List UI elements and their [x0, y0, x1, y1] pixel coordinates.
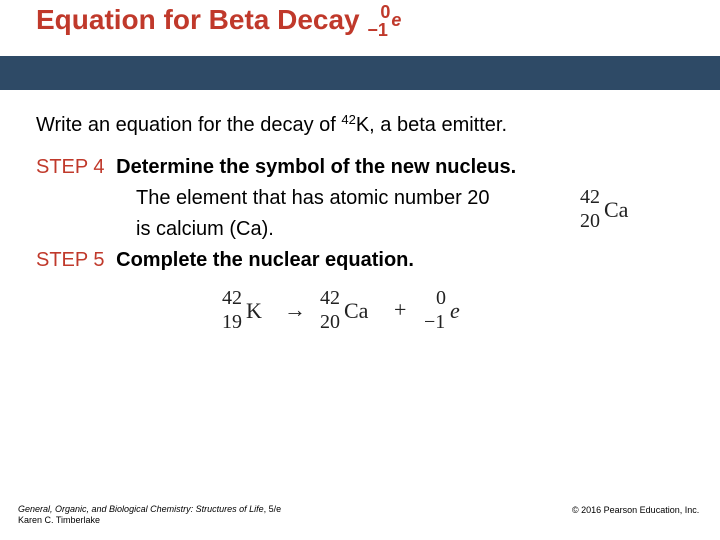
- e-mass-number: 0: [436, 287, 446, 309]
- header-band: [0, 56, 720, 90]
- beta-mass-number: 0: [380, 2, 391, 22]
- calcium-product-nuclide: [320, 287, 380, 335]
- beta-atomic-number: −1: [367, 20, 388, 40]
- step4-heading: Determine the symbol of the new nucleus.: [116, 156, 517, 178]
- ca-product-atomic-number: 20: [320, 311, 340, 333]
- beta-symbol: e: [391, 10, 402, 30]
- beta-particle-nuclide: [424, 287, 474, 335]
- e-symbol: e: [450, 298, 460, 323]
- e-atomic-number: −1: [424, 311, 446, 333]
- step4-line2: is calcium (Ca).: [136, 218, 274, 240]
- title-text: Equation for Beta Decay: [36, 4, 360, 35]
- footer-edition: , 5/e: [263, 504, 282, 514]
- step5-row: [36, 249, 414, 272]
- step5-label: STEP 5: [36, 249, 105, 271]
- step4-label: STEP 4: [36, 156, 105, 178]
- footer-citation: [18, 504, 281, 526]
- ca-mass-number: 42: [580, 186, 600, 208]
- potassium-nuclide: [222, 287, 272, 335]
- intro-mass: 42: [341, 112, 356, 127]
- step4-row: [36, 156, 516, 179]
- beta-particle-symbol: [367, 4, 405, 44]
- slide-title: [36, 4, 405, 44]
- intro-suffix: K, a beta emitter.: [355, 114, 508, 136]
- intro-text: [36, 112, 507, 137]
- step4-line1: The element that has atomic number 20: [136, 187, 490, 209]
- ca-symbol: Ca: [604, 197, 629, 222]
- k-mass-number: 42: [222, 287, 242, 309]
- k-symbol: K: [246, 298, 262, 323]
- step5-heading: Complete the nuclear equation.: [116, 249, 414, 271]
- ca-atomic-number: 20: [580, 210, 600, 232]
- footer-copyright: © 2016 Pearson Education, Inc.: [572, 505, 700, 515]
- ca-product-symbol: Ca: [344, 298, 369, 323]
- plus-sign: +: [394, 297, 407, 322]
- footer-book-title: General, Organic, and Biological Chemistry: Structures of Life: [18, 504, 264, 514]
- calcium-nuclide: [580, 186, 640, 234]
- k-atomic-number: 19: [222, 311, 242, 333]
- intro-prefix: Write an equation for the decay of: [36, 114, 342, 136]
- ca-product-mass-number: 42: [320, 287, 340, 309]
- footer-author: Karen C. Timberlake: [18, 515, 101, 525]
- reaction-arrow: →: [284, 297, 306, 322]
